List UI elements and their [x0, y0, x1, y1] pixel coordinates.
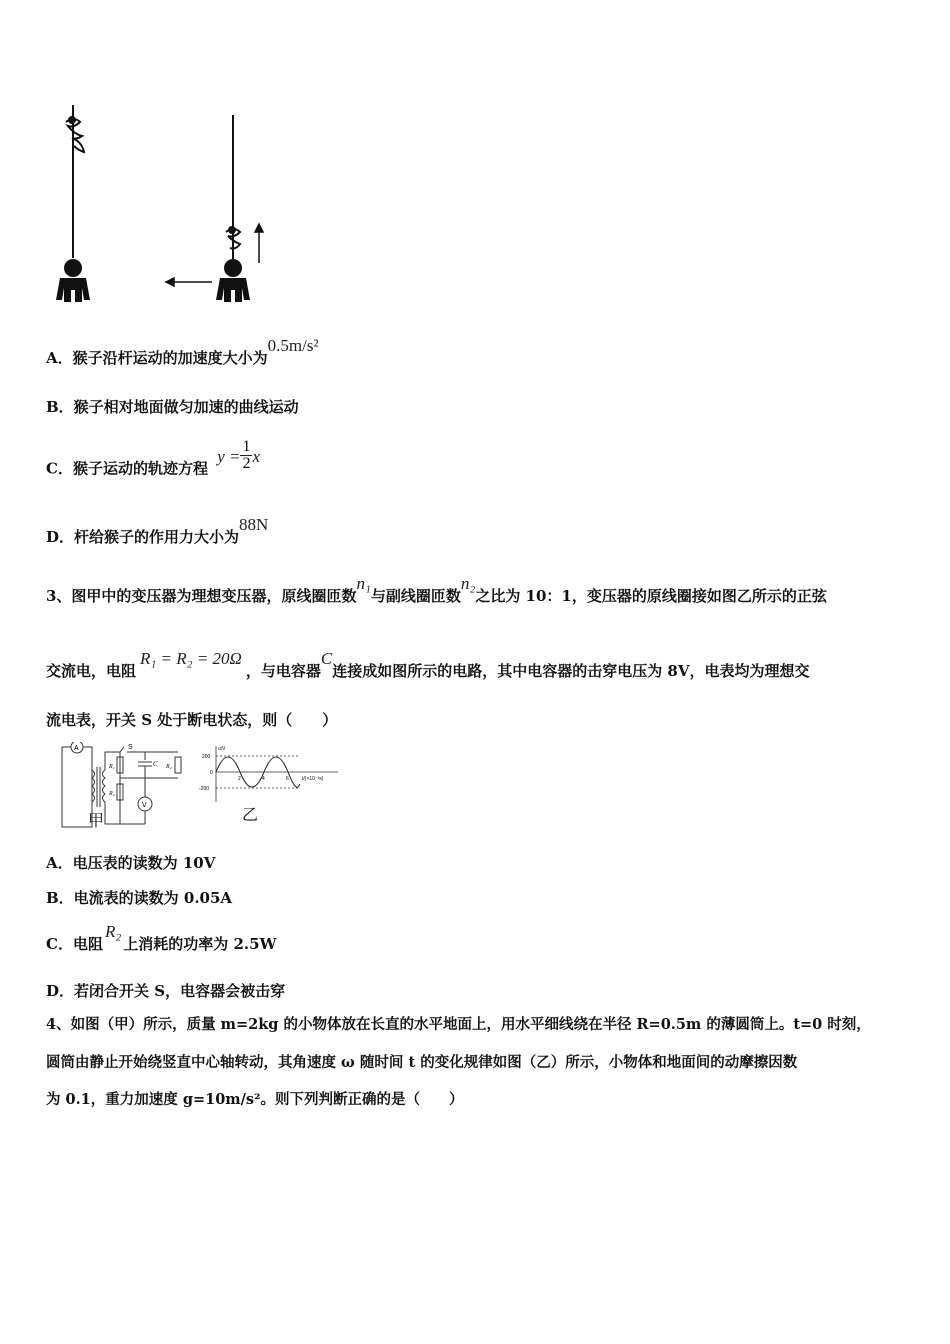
q2-option-d-math: 88N [239, 515, 269, 534]
left-person [56, 259, 90, 302]
q3-option-a [46, 852, 215, 873]
q2-option-a-text: A．猴子沿杆运动的加速度大小为 [46, 349, 268, 367]
q2-option-b [46, 396, 299, 417]
q2-option-b-text: B．猴子相对地面做匀加速的曲线运动 [46, 398, 299, 416]
q3-stem-line2 [46, 649, 810, 681]
frac-denominator: 2 [242, 455, 251, 472]
q4-line3: 为 0.1，重力加速度 g=10m/s²。则下列判断正确的是（ ） [46, 1091, 464, 1108]
q4-line2: 圆筒由静止开始绕竖直中心轴转动，其角速度 ω 随时间 t 的变化规律如图（乙）所示，小物体和地面间的动摩擦因数 [46, 1054, 798, 1071]
q3-option-b-text: B．电流表的读数为 0.05A [46, 889, 233, 907]
q2-option-c-fraction [240, 439, 252, 472]
right-person [216, 259, 250, 302]
q3-resistor-eq: R₁ = R₂ = 20Ω [140, 649, 242, 668]
capacitor-label: C [153, 760, 158, 768]
wave-tick-200: 200 [202, 754, 211, 760]
q4-stem-line2 [46, 1051, 797, 1072]
wave-axis-x: t/(×10⁻²s) [302, 776, 324, 782]
q3-capacitor: C [320, 649, 333, 668]
voltmeter-label: V [142, 802, 147, 809]
q3-option-c-text-a: C．电阻 [46, 935, 103, 953]
ammeter-label: A [74, 745, 79, 752]
r2-label: R₂ [109, 791, 115, 797]
circuit-diagram-jia [50, 742, 190, 830]
q3-n2: n₂ [460, 574, 476, 593]
fig-jia-label: 甲 [88, 813, 105, 830]
q3-line1-b: 与副线圈匝数 [370, 587, 461, 605]
q3-line1-a: 3、图甲中的变压器为理想变压器，原线圈匝数 [46, 587, 357, 605]
q2-option-d [46, 515, 269, 547]
wave-axis-y: u/V [218, 746, 226, 752]
q3-line2-b: ，与电容器 [245, 662, 321, 680]
wave-tick-x4: 4 [262, 776, 265, 782]
q3-n1: n₁ [356, 574, 371, 593]
q4-line1: 4、如图（甲）所示，质量 m=2kg 的小物体放在长直的水平地面上，用水平细线绕在半径 R=0.5m 的薄圆筒上。t=0 时刻， [46, 1016, 871, 1033]
q2-option-c [46, 438, 261, 486]
q3-line2-a: 交流电，电阻 [46, 662, 137, 680]
wave-tick-0: 0 [210, 770, 213, 776]
q2-option-a-math: 0.5m/s² [267, 336, 319, 355]
q3-line1-c: 之比为 10：1，变压器的原线圈接如图乙所示的正弦 [475, 587, 827, 605]
monkey-pole-figure [40, 100, 280, 310]
wave-tick-neg200: -200 [199, 786, 210, 792]
q3-line2-c: 连接成如图所示的电路，其中电容器的击穿电压为 8V，电表均为理想交 [332, 662, 810, 680]
left-arrow-icon [166, 278, 212, 286]
left-monkey [66, 117, 84, 152]
q4-stem-line1 [46, 1013, 871, 1034]
waveform-chart-yi [198, 744, 343, 804]
q2-option-a [46, 336, 319, 368]
q3-stem-line3 [46, 709, 337, 730]
q4-stem-line3 [46, 1088, 463, 1109]
r3-label: R₂ [166, 764, 172, 770]
q3-option-b [46, 887, 232, 908]
switch-label: S [128, 744, 133, 751]
q3-option-c [46, 922, 277, 954]
q3-option-c-math: R₂ [104, 922, 122, 941]
q3-option-c-text-b: 上消耗的功率为 2.5W [123, 935, 277, 953]
r1-label: R₁ [109, 764, 115, 770]
q3-option-a-text: A．电压表的读数为 10V [46, 854, 216, 872]
q2-option-c-rhs: x [252, 446, 261, 466]
q3-option-d [46, 980, 285, 1001]
frac-numerator: 1 [242, 438, 251, 455]
wave-tick-x2: 2 [238, 776, 241, 782]
fig-yi-label: 乙 [242, 807, 259, 824]
q3-option-d-text: D．若闭合开关 S，电容器会被击穿 [46, 982, 286, 1000]
q2-option-c-text: C．猴子运动的轨迹方程 [46, 459, 208, 478]
q3-stem-line1 [46, 574, 827, 606]
q2-option-d-text: D．杆给猴子的作用力大小为 [46, 528, 240, 546]
wave-tick-x6: 6 [286, 776, 289, 782]
up-arrow-icon [255, 224, 263, 263]
q3-line3: 流电表，开关 S 处于断电状态，则（ ） [46, 711, 338, 729]
q2-option-c-lhs: y = [217, 446, 241, 466]
